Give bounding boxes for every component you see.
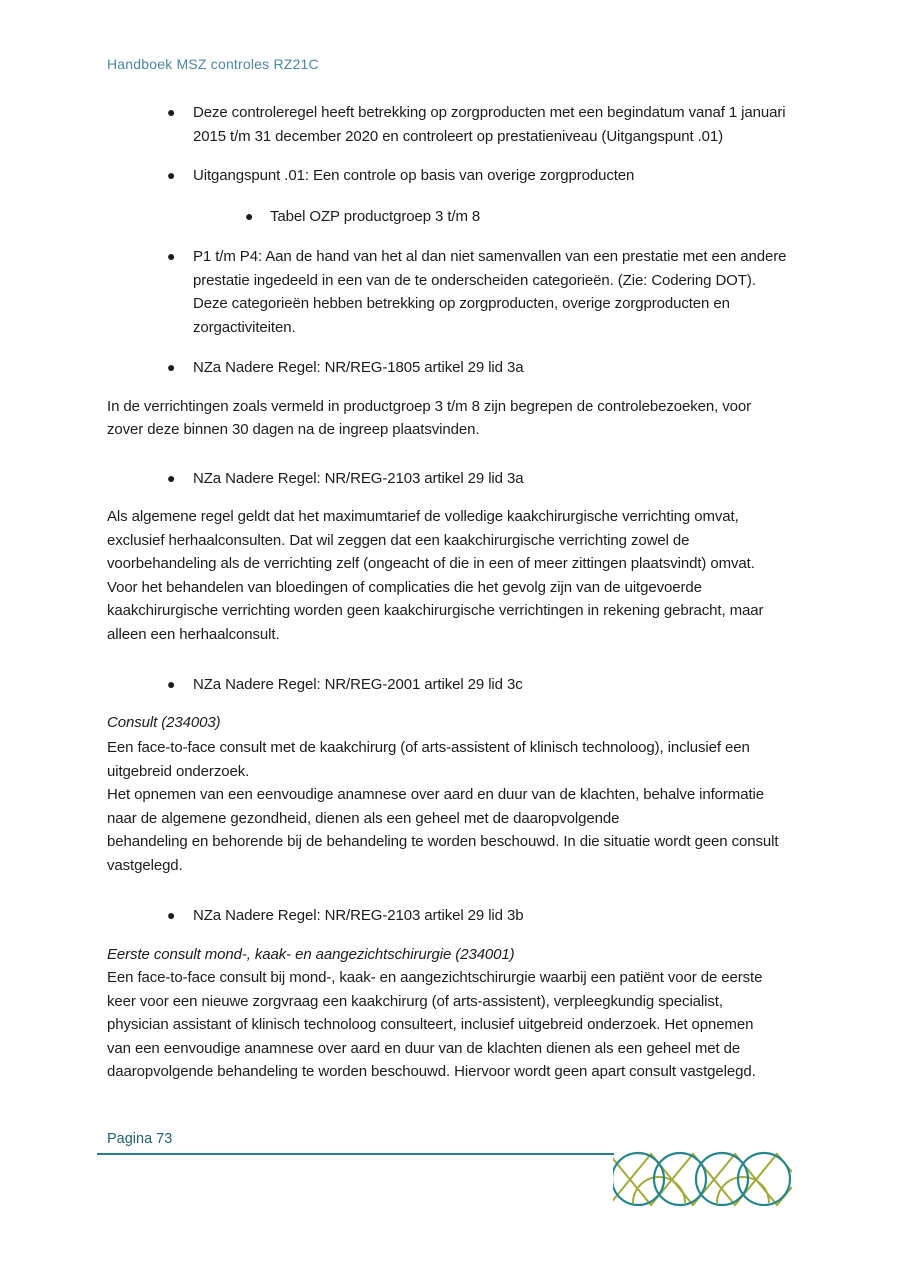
text-line: behandeling en behorende bij de behandeling te worden beschouwd. In die situatie wordt geen consult — [107, 833, 779, 850]
text-line: Deze categorieën hebben betrekking op zorgproducten, overige zorgproducten en — [193, 295, 730, 312]
text-line: NZa Nadere Regel: NR/REG-2103 artikel 29 lid 3b — [193, 907, 524, 924]
bullet-text — [270, 205, 790, 229]
bullet-text — [193, 904, 790, 928]
footer-page-label: Pagina 73 — [107, 1131, 173, 1147]
bullet-icon: ● — [167, 248, 176, 264]
text-line: Tabel OZP productgroep 3 t/m 8 — [270, 207, 481, 225]
text-line: physician assistant of klinisch technoloog consulteert, inclusief uitgebreid onderzoek. Het opnemen — [107, 1016, 754, 1033]
text-line: Een face-to-face consult met de kaakchirurg (of arts-assistent of klinisch technoloog), inclusief een — [107, 739, 750, 756]
running-header: Handboek MSZ controles RZ21C — [107, 56, 319, 72]
text-line: Deze controleregel heeft betrekking op zorgproducten met een begindatum vanaf 1 januari — [193, 104, 786, 121]
text-line: NZa Nadere Regel: NR/REG-1805 artikel 29 lid 3a — [193, 359, 524, 376]
bullet-icon: ● — [167, 167, 176, 183]
text-line: Eerste consult mond-, kaak- en aangezichtschirurgie (234001) — [107, 945, 515, 963]
document-content — [107, 55, 790, 1084]
text-line: zorgactiviteiten. — [193, 318, 296, 336]
bullet-icon: ● — [167, 676, 176, 692]
paragraph — [107, 505, 790, 646]
text-line: In de verrichtingen zoals vermeld in productgroep 3 t/m 8 zijn begrepen de controlebezoeken, voor — [107, 397, 752, 415]
bullet-icon: ● — [245, 207, 254, 224]
bullet-text — [193, 245, 790, 339]
footer-rule — [97, 1153, 614, 1155]
text-line: Een face-to-face consult bij mond-, kaak- en aangezichtschirurgie waarbij een patiënt voor de eerste — [107, 969, 763, 986]
text-line: naar de algemene gezondheid, dienen als een geheel met de daaropvolgende — [107, 809, 620, 827]
bullet-text — [193, 673, 790, 697]
bullet-item — [107, 101, 790, 148]
text-line: P1 t/m P4: Aan de hand van het al dan niet samenvallen van een prestatie met een andere — [193, 248, 787, 265]
text-line: kaakchirurgische verrichting worden geen kaakchirurgische verrichtingen in rekening gebracht, maar — [107, 602, 764, 619]
bullet-text — [193, 164, 790, 188]
bullet-icon: ● — [167, 469, 176, 486]
paragraph — [107, 395, 790, 442]
text-line: vastgelegd. — [107, 856, 183, 874]
text-line: NZa Nadere Regel: NR/REG-2103 artikel 29 lid 3a — [193, 469, 524, 487]
text-line: alleen een herhaalconsult. — [107, 625, 280, 643]
text-line: NZa Nadere Regel: NR/REG-2001 artikel 29 lid 3c — [193, 676, 523, 693]
text-line: Het opnemen van een eenvoudige anamnese over aard en duur van de klachten, behalve informatie — [107, 786, 764, 803]
bullet-item — [107, 245, 790, 339]
bullet-item — [107, 356, 790, 380]
bullet-text — [193, 356, 790, 380]
bullet-item-sub — [107, 205, 790, 229]
bullet-icon: ● — [167, 359, 176, 375]
bullet-text — [193, 467, 790, 491]
text-line: keer voor een nieuwe zorgvraag een kaakchirurg (of arts-assistent), verpleegkundig specialist, — [107, 992, 723, 1010]
bullet-item — [107, 673, 790, 697]
bullet-item — [107, 904, 790, 928]
bullet-icon: ● — [167, 907, 176, 923]
text-line: uitgebreid onderzoek. — [107, 762, 250, 780]
paragraph — [107, 966, 790, 1084]
bullet-text — [193, 101, 790, 148]
text-line: zover deze binnen 30 dagen na de ingreep plaatsvinden. — [107, 421, 480, 438]
bullet-item — [107, 467, 790, 491]
text-line: Als algemene regel geldt dat het maximumtarief de volledige kaakchirurgische verrichting omvat, — [107, 508, 739, 525]
text-line: exclusief herhaalconsulten. Dat wil zeggen dat een kaakchirurgische verrichting zowel de — [107, 531, 690, 549]
paragraph — [107, 736, 790, 877]
text-line: 2015 t/m 31 december 2020 en controleert op prestatieniveau (Uitgangspunt .01) — [193, 127, 724, 145]
text-line: Voor het behandelen van bloedingen of complicaties die het gevolg zijn van de uitgevoerde — [107, 578, 702, 596]
text-line: van een eenvoudige anamnese over aard en duur van de klachten dienen als een geheel met de — [107, 1039, 741, 1057]
text-line: voorbehandeling als de verrichting zelf (ongeacht of die in een of meer zittingen plaatsvindt) omvat. — [107, 555, 755, 572]
logo-weave-icon — [613, 1151, 792, 1208]
bullet-item — [107, 164, 790, 188]
section-heading-italic — [107, 943, 790, 967]
text-line: Uitgangspunt .01: Een controle op basis van overige zorgproducten — [193, 167, 635, 184]
bullet-icon: ● — [167, 104, 176, 120]
section-heading-italic — [107, 711, 790, 735]
text-line: prestatie ingedeeld in een van de te onderscheiden categorieën. (Zie: Codering DOT). — [193, 271, 756, 289]
text-line: daaropvolgende behandeling te worden beschouwd. Hiervoor wordt geen apart consult vastgelegd. — [107, 1063, 756, 1080]
text-line: Consult (234003) — [107, 713, 221, 731]
